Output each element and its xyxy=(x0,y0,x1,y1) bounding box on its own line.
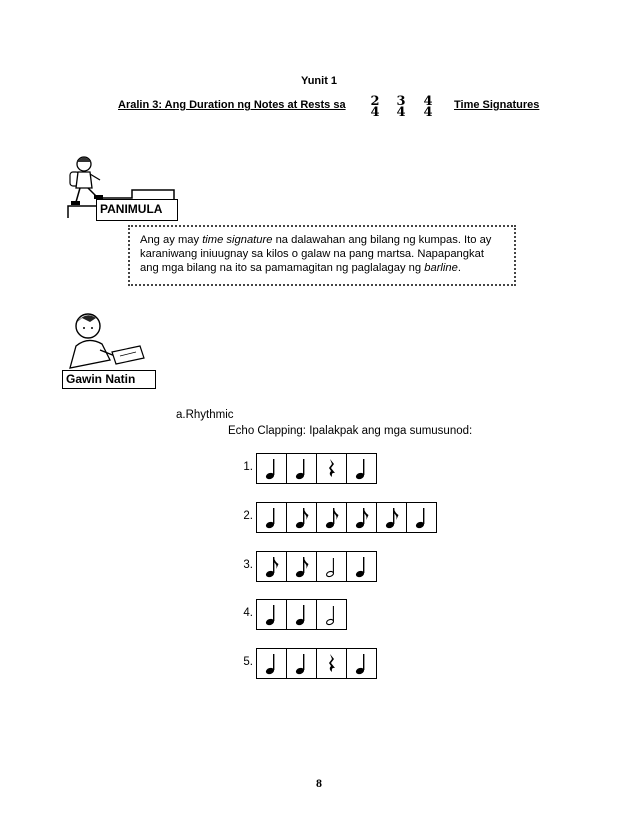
quarter-note-icon xyxy=(257,503,287,532)
intro-text-part: . xyxy=(457,262,461,274)
quarter-note-icon xyxy=(287,649,317,678)
eighth-note-icon xyxy=(377,503,407,532)
eighth-note-icon xyxy=(287,503,317,532)
section-label: a.Rhythmic xyxy=(176,409,234,421)
quarter-note-icon xyxy=(347,649,376,678)
rhythm-row xyxy=(256,502,437,533)
intro-text-part: na dalawahan ang bilang ng kumpas. Ito ay karaniwang iniuugnay sa kilos o galaw na pang martsa. Napapangkat ang mga bilang na ito sa pamamagitan ng paglalagay ng xyxy=(140,234,492,274)
rhythm-row xyxy=(256,599,347,630)
intro-paragraph xyxy=(140,233,504,275)
panimula-heading: PANIMULA xyxy=(100,202,163,216)
unit-title: Yunit 1 xyxy=(300,75,338,87)
page-number: 8 xyxy=(316,776,322,790)
half-note-icon xyxy=(317,600,346,629)
eighth-note-icon xyxy=(257,552,287,581)
half-note-icon xyxy=(317,552,347,581)
quarter-note-icon xyxy=(347,552,376,581)
exercise-number: 1. xyxy=(243,461,253,473)
exercise-number: 3. xyxy=(243,559,253,571)
time-signature-3-4: 3 4 xyxy=(396,94,406,120)
quarter-note-icon xyxy=(257,600,287,629)
quarter-note-icon xyxy=(347,454,376,483)
gawin-natin-heading: Gawin Natin xyxy=(66,372,136,386)
rhythm-row xyxy=(256,453,377,484)
quarter-rest-note-icon xyxy=(317,454,347,483)
eighth-note-icon xyxy=(287,552,317,581)
quarter-note-icon xyxy=(287,600,317,629)
eighth-note-icon xyxy=(317,503,347,532)
lesson-title: Aralin 3: Ang Duration ng Notes at Rests sa xyxy=(118,99,346,111)
term-barline: barline xyxy=(424,262,458,274)
intro-text-part: Ang ay may xyxy=(140,234,203,246)
time-signature-4-4: 4 4 xyxy=(423,94,433,120)
exercise-number: 5. xyxy=(243,656,253,668)
time-signatures-label: Time Signatures xyxy=(454,99,540,111)
term-time-signature: time signature xyxy=(202,234,273,246)
instruction-text: Echo Clapping: Ipalakpak ang mga sumusunod: xyxy=(228,425,473,437)
exercise-number: 2. xyxy=(243,510,253,522)
quarter-note-icon xyxy=(257,454,287,483)
rhythm-row xyxy=(256,551,377,582)
quarter-note-icon xyxy=(287,454,317,483)
rhythm-row xyxy=(256,648,377,679)
intro-text-box xyxy=(128,225,516,286)
quarter-note-icon xyxy=(257,649,287,678)
exercise-number: 4. xyxy=(243,607,253,619)
quarter-rest-note-icon xyxy=(317,649,347,678)
quarter-note-icon xyxy=(407,503,436,532)
child-writing-illustration xyxy=(60,306,150,372)
eighth-note-icon xyxy=(347,503,377,532)
time-signature-2-4: 2 4 xyxy=(370,94,380,120)
